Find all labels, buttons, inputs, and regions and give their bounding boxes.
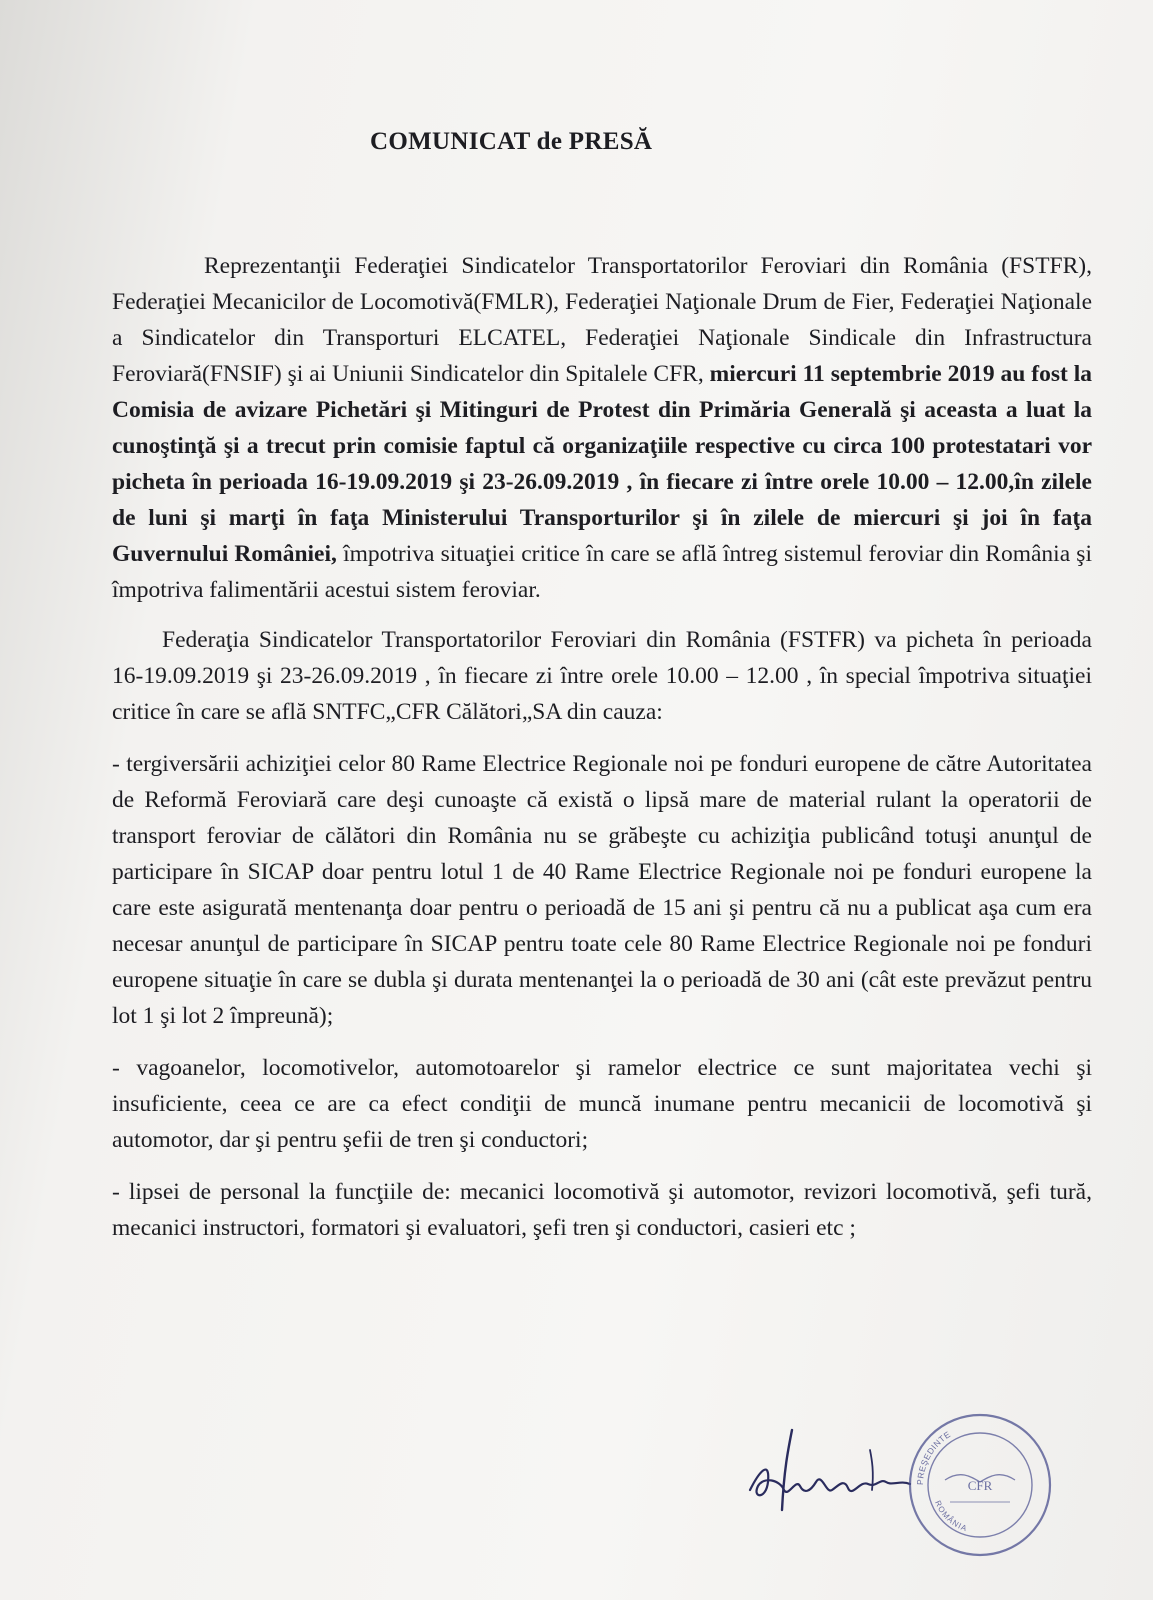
stamp-image (905, 1410, 1055, 1560)
paragraph-intro-end: împotriva situaţiei critice în care se află întreg sistemul feroviar din România şi împotriva falimentării acestui sistem feroviar. (112, 541, 1092, 603)
stamp-top-text: PREŞEDINTE (914, 1429, 953, 1486)
paragraph-intro (112, 248, 1092, 608)
stamp-bottom-text: ROMÂNIA (933, 1499, 969, 1534)
signature-image (740, 1420, 930, 1530)
paragraph-fstfr: Federaţia Sindicatelor Transportatorilor Feroviari din România (FSTFR) va picheta în perioada 16-19.09.2019 şi 23-26.09.2019 , în fiecare zi între orele 10.00 – 12.00 , în special împotriva situaţiei critice în care se află SNTFC„CFR Călători„SA din cauza: (112, 627, 1092, 725)
bullet-item-2: - vagoanelor, locomotivelor, automotoarelor şi ramelor electrice ce sunt majoritatea vechi şi insuficiente, ceea ce are ca efect condiţii de muncă inumane pentru mecanicii de locomotivă şi automotor, dar şi pentru şefii de tren şi conductori; (112, 1055, 1092, 1153)
svg-text:PREŞEDINTE (915, 1429, 952, 1485)
bullet-item-3: - lipsei de personal la funcţiile de: mecanici locomotivă şi automotor, revizori locomotivă, şefi tură, mecanici instructori, formatori şi evaluatori, şefi tren şi conductori, casieri etc ; (112, 1179, 1092, 1241)
document-title: COMUNICAT de PRESĂ (370, 128, 653, 155)
paragraph-intro-text: Reprezentanţii Federaţiei Sindicatelor Transportatorilor Feroviari din România (FSTFR), Federaţiei Mecanicilor de Locomotivă(FMLR), Federaţiei Naţionale Drum de Fier, Federaţiei Naţionale a Sindicatelor din Transporturi ELCATEL, Federaţiei Naţionale Sindicale din Infrastructura Feroviară(FNSIF) şi ai Uniunii Sindicatelor din Spitalele CFR, (112, 253, 1092, 387)
document-body (112, 248, 1092, 1246)
bullet-item-1: - tergiversării achiziţiei celor 80 Rame Electrice Regionale noi pe fonduri europene de către Autoritatea de Reformă Feroviară care deşi cunoaşte că există o lipsă mare de material rulant la operatorii de transport feroviar de călători din România nu se grăbeşte cu achiziţia publicând totuşi anunţul de participare în SICAP doar pentru lotul 1 de 40 Rame Electrice Regionale noi pe fonduri europene la care este asigurată mentenanţa doar pentru o perioadă de 15 ani şi pentru că nu a publicat aşa cum era necesar anunţul de participare în SICAP pentru toate cele 80 Rame Electrice Regionale noi pe fonduri europene situaţie în care se dubla şi durata mentenanţei la o perioadă de 30 ani (cât este prevăzut pentru lot 1 şi lot 2 împreună); (112, 751, 1092, 1029)
stamp-center-text: CFR (967, 1478, 993, 1493)
paragraph-intro-bold: miercuri 11 septembrie 2019 au fost la Comisia de avizare Pichetări şi Mitinguri de Protest din Primăria Generală şi aceasta a luat la cunoştinţă şi a trecut prin comisie faptul că organizaţiile respective cu circa 100 protestatari vor picheta în perioada 16-19.09.2019 şi 23-26.09.2019 , în fiecare zi între orele 10.00 – 12.00,în zilele de luni şi marţi în faţa Ministerului Transporturilor şi în zilele de miercuri şi joi în faţa Guvernului României, (112, 361, 1092, 567)
